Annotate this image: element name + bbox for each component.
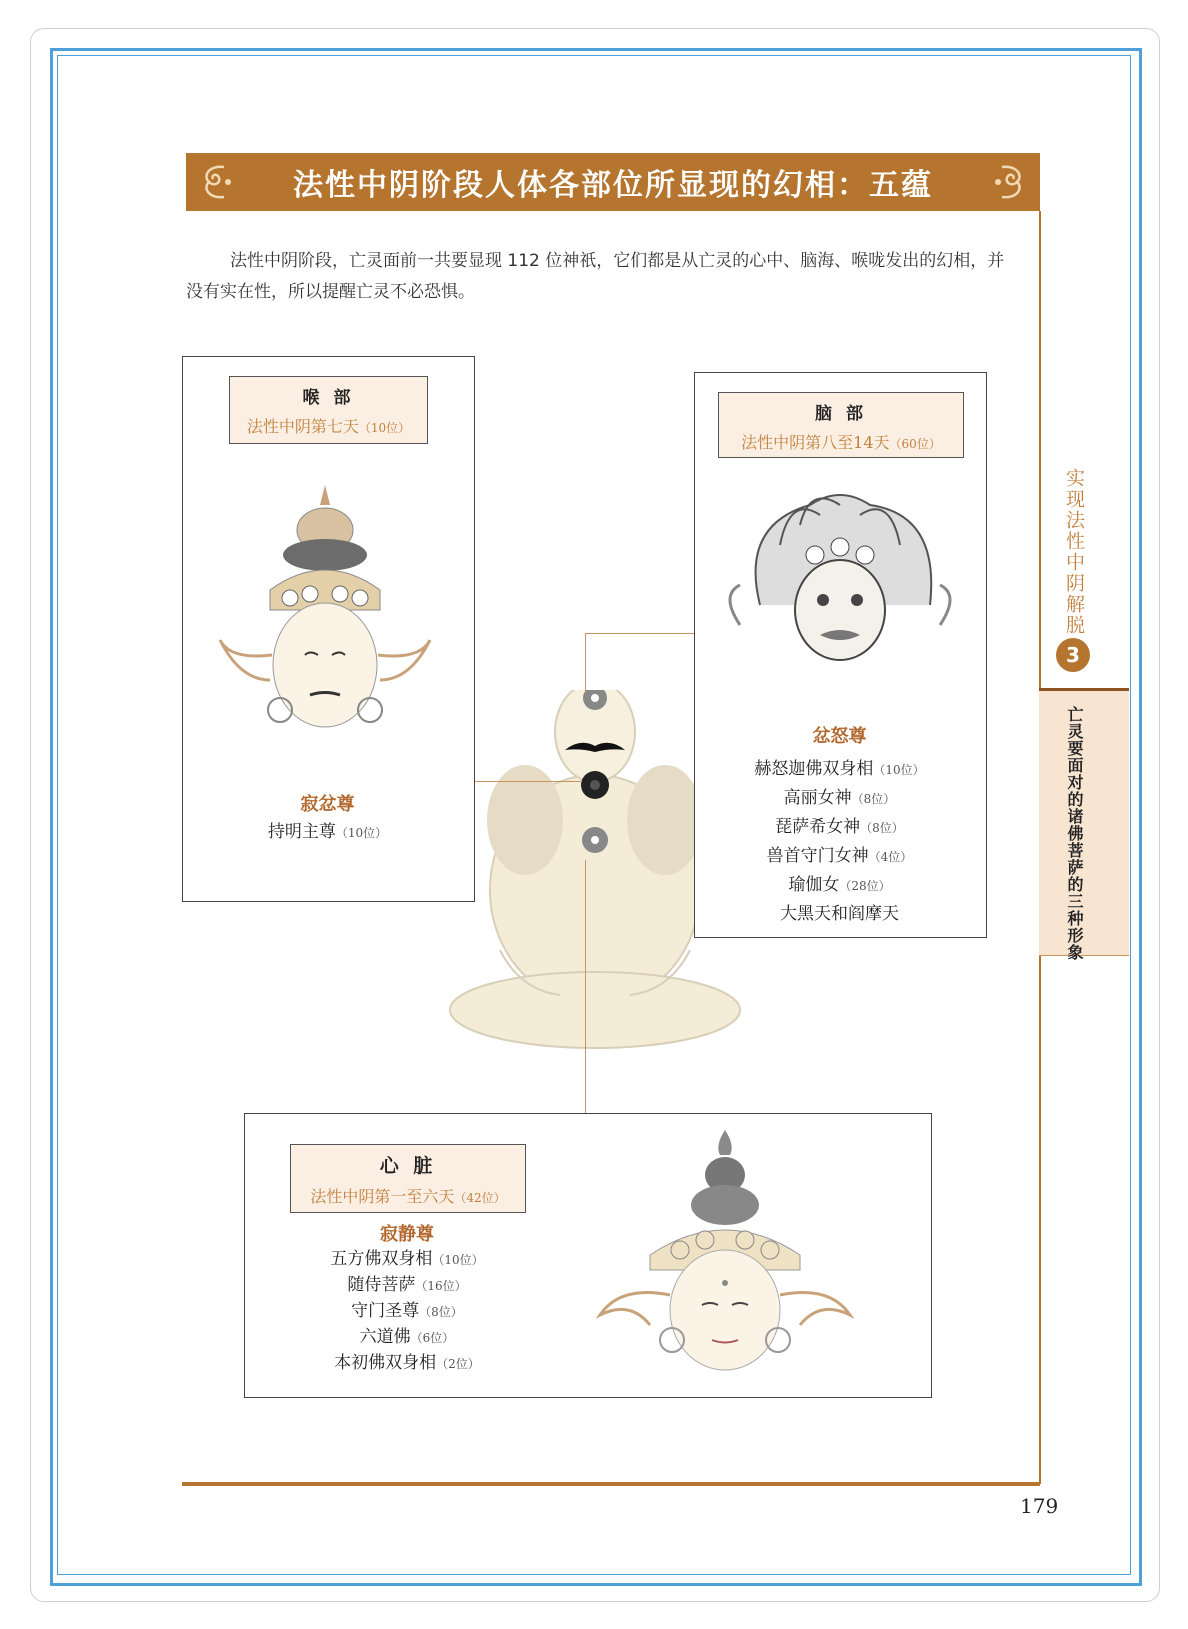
deity-name: 大黑天和阎摩天: [780, 904, 899, 924]
deity-name: 瑜伽女: [788, 875, 840, 895]
intro-paragraph: 法性中阴阶段，亡灵面前一共要显现 112 位神祇，它们都是从亡灵的心中、脑海、喉咙发出的幻相，并没有实在性，所以提醒亡灵不必恐惧。: [186, 251, 1005, 302]
list-item: [270, 1246, 544, 1272]
heart-title: 心 脏: [379, 1155, 437, 1177]
list-item: [694, 842, 985, 871]
brain-label: [718, 392, 964, 458]
title-banner: [186, 153, 1040, 211]
list-item: [270, 1324, 544, 1350]
list-item: [694, 813, 985, 842]
deity-name: 兽首守门女神: [766, 846, 869, 866]
brain-count: （60位）: [889, 437, 941, 451]
deity-name: 本初佛双身相: [334, 1353, 437, 1373]
footer-rule: [182, 1482, 1040, 1486]
connector-line: [585, 633, 586, 693]
list-item: [270, 1272, 544, 1298]
deity-count: （4位）: [868, 850, 913, 864]
deity-name: 赫怒迦佛双身相: [754, 759, 874, 779]
deity-name: 六道佛: [359, 1327, 411, 1347]
scroll-ornament-icon: [986, 159, 1032, 205]
section-title: 亡灵要面对的诸佛菩萨的三种形象: [1065, 706, 1084, 961]
deity-count: （2位）: [436, 1357, 480, 1371]
list-item: [270, 1350, 544, 1376]
list-item: [694, 900, 985, 929]
deity-count: （6位）: [410, 1331, 455, 1345]
deity-count: （10位）: [873, 763, 925, 777]
chapter-number-badge: 3: [1056, 638, 1090, 672]
throat-title: 喉 部: [302, 388, 355, 408]
list-item: [694, 755, 985, 784]
deity-count: （28位）: [839, 879, 891, 893]
deity-name: 守门圣尊: [351, 1301, 420, 1321]
deity-count: （8位）: [851, 792, 896, 806]
heart-subtitle: [291, 1184, 525, 1207]
deity-count: （10位）: [432, 1253, 484, 1267]
deity-name: 五方佛双身相: [330, 1249, 433, 1269]
heart-count: （42位）: [454, 1191, 506, 1205]
heart-deity-type: 寂静尊: [380, 1224, 434, 1245]
brain-deity-list: [694, 755, 985, 929]
deity-count: （8位）: [860, 821, 904, 835]
list-item: [694, 784, 985, 813]
brain-title: 脑 部: [815, 404, 867, 424]
list-item: [270, 1298, 544, 1324]
peaceful-wrathful-deity-illustration: [210, 480, 440, 750]
brain-subtitle: [719, 430, 963, 453]
list-item: [694, 871, 985, 900]
chapter-title: 实现法性中阴解脱: [1063, 468, 1085, 636]
deity-count: （10位）: [335, 826, 388, 840]
page-title: 法性中阴阶段人体各部位所显现的幻相：五蕴: [293, 168, 933, 203]
throat-deity-type: 寂忿尊: [300, 794, 355, 815]
throat-deity-list: [182, 818, 473, 847]
brain-deity-type: 忿怒尊: [812, 726, 867, 747]
deity-count: （16位）: [415, 1279, 467, 1293]
deity-name: 持明主尊: [267, 822, 336, 842]
scroll-ornament-icon: [194, 159, 240, 205]
throat-count: （10位）: [358, 421, 411, 435]
throat-label: [229, 376, 428, 444]
peaceful-deity-illustration: [590, 1125, 860, 1385]
wrathful-deity-illustration: [720, 485, 960, 685]
list-item: [182, 818, 473, 847]
deity-name: 随侍菩萨: [347, 1275, 416, 1295]
deity-count: （8位）: [419, 1305, 463, 1319]
connector-line: [472, 781, 582, 782]
page-number: 179: [1020, 1494, 1059, 1518]
heart-deity-list: [270, 1246, 544, 1376]
connector-line: [585, 860, 586, 1113]
deity-name: 高丽女神: [783, 788, 852, 808]
heart-label: [290, 1144, 526, 1213]
brain-day: 法性中阴第八至14天: [741, 433, 890, 452]
connector-line: [585, 633, 695, 634]
deity-name: 琵萨希女神: [775, 817, 861, 837]
heart-day: 法性中阴第一至六天: [310, 1187, 455, 1206]
throat-day: 法性中阴第七天: [246, 417, 359, 436]
throat-subtitle: [230, 414, 427, 437]
